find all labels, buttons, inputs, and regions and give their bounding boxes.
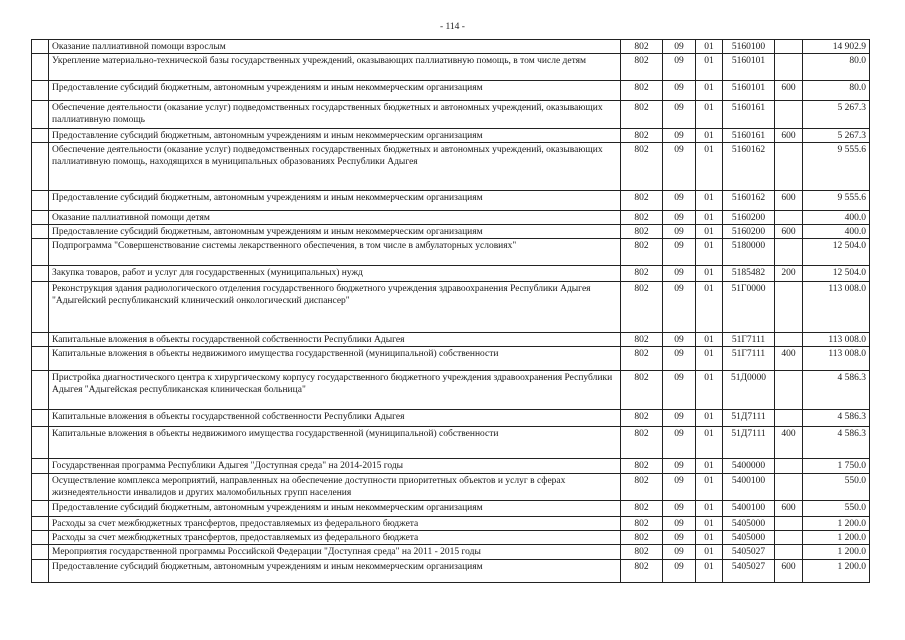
- expense-type-code: [775, 333, 803, 347]
- section-code: 09: [663, 347, 696, 371]
- subsection-code: 01: [696, 225, 723, 239]
- target-article-code: 5405027: [723, 560, 775, 583]
- row-name: Мероприятия государственной программы Российской Федерации "Доступная среда" на 2011 - 2015 годы: [49, 545, 621, 560]
- ministry-code: 802: [621, 40, 663, 54]
- target-article-code: 51Д0000: [723, 371, 775, 410]
- section-code: 09: [663, 54, 696, 81]
- row-number-cell: [32, 191, 49, 211]
- subsection-code: 01: [696, 81, 723, 101]
- table-row: [32, 531, 870, 545]
- target-article-code: 5160162: [723, 191, 775, 211]
- target-article-code: 5405027: [723, 545, 775, 560]
- subsection-code: 01: [696, 101, 723, 129]
- ministry-code: 802: [621, 143, 663, 191]
- subsection-code: 01: [696, 474, 723, 501]
- section-code: 09: [663, 143, 696, 191]
- section-code: 09: [663, 545, 696, 560]
- section-code: 09: [663, 531, 696, 545]
- ministry-code: 802: [621, 101, 663, 129]
- section-code: 09: [663, 266, 696, 282]
- subsection-code: 01: [696, 239, 723, 266]
- ministry-code: 802: [621, 129, 663, 143]
- row-amount: 4 586.3: [803, 427, 870, 459]
- subsection-code: 01: [696, 410, 723, 427]
- ministry-code: 802: [621, 517, 663, 531]
- row-number-cell: [32, 282, 49, 333]
- table-row: [32, 459, 870, 474]
- row-number-cell: [32, 501, 49, 517]
- row-amount: 113 008.0: [803, 347, 870, 371]
- subsection-code: 01: [696, 211, 723, 225]
- subsection-code: 01: [696, 371, 723, 410]
- table-row: [32, 239, 870, 266]
- row-amount: 400.0: [803, 225, 870, 239]
- row-number-cell: [32, 410, 49, 427]
- target-article-code: 5180000: [723, 239, 775, 266]
- expense-type-code: [775, 211, 803, 225]
- table-row: [32, 266, 870, 282]
- table-row: [32, 410, 870, 427]
- row-name: Государственная программа Республики Адыгея "Доступная среда" на 2014-2015 годы: [49, 459, 621, 474]
- expense-type-code: [775, 474, 803, 501]
- subsection-code: 01: [696, 545, 723, 560]
- page-number: - 114 -: [440, 22, 465, 32]
- subsection-code: 01: [696, 501, 723, 517]
- row-number-cell: [32, 54, 49, 81]
- target-article-code: 51Г7111: [723, 333, 775, 347]
- target-article-code: 5405000: [723, 531, 775, 545]
- ministry-code: 802: [621, 560, 663, 583]
- expense-type-code: [775, 545, 803, 560]
- table-row: [32, 129, 870, 143]
- row-name: Обеспечение деятельности (оказание услуг) подведомственных государственных бюджетных и автономных учреждений, оказывающих паллиативную помощь: [49, 101, 621, 129]
- subsection-code: 01: [696, 560, 723, 583]
- ministry-code: 802: [621, 347, 663, 371]
- section-code: 09: [663, 474, 696, 501]
- table-row: [32, 40, 870, 54]
- row-amount: 5 267.3: [803, 101, 870, 129]
- table-row: [32, 101, 870, 129]
- section-code: 09: [663, 371, 696, 410]
- target-article-code: 5160101: [723, 81, 775, 101]
- expense-type-code: [775, 531, 803, 545]
- ministry-code: 802: [621, 545, 663, 560]
- expense-type-code: [775, 282, 803, 333]
- row-amount: 1 200.0: [803, 531, 870, 545]
- row-number-cell: [32, 531, 49, 545]
- row-name: Капитальные вложения в объекты недвижимого имущества государственной (муниципальной) собственности: [49, 427, 621, 459]
- row-amount: 80.0: [803, 81, 870, 101]
- row-amount: 5 267.3: [803, 129, 870, 143]
- row-name: Капитальные вложения в объекты государственной собственности Республики Адыгея: [49, 410, 621, 427]
- row-name: Укрепление материально-технической базы государственных учреждений, оказывающих паллиативную помощь, в том числе детям: [49, 54, 621, 81]
- expense-type-code: [775, 517, 803, 531]
- ministry-code: 802: [621, 239, 663, 266]
- ministry-code: 802: [621, 531, 663, 545]
- row-name: Оказание паллиативной помощи взрослым: [49, 40, 621, 54]
- table-row: [32, 371, 870, 410]
- subsection-code: 01: [696, 347, 723, 371]
- row-number-cell: [32, 560, 49, 583]
- ministry-code: 802: [621, 54, 663, 81]
- ministry-code: 802: [621, 474, 663, 501]
- row-name: Предоставление субсидий бюджетным, автономным учреждениям и иным некоммерческим организациям: [49, 129, 621, 143]
- ministry-code: 802: [621, 191, 663, 211]
- target-article-code: 5405000: [723, 517, 775, 531]
- row-number-cell: [32, 347, 49, 371]
- row-amount: 14 902.9: [803, 40, 870, 54]
- target-article-code: 5160101: [723, 54, 775, 81]
- target-article-code: 5185482: [723, 266, 775, 282]
- table-row: [32, 81, 870, 101]
- target-article-code: 5400000: [723, 459, 775, 474]
- section-code: 09: [663, 129, 696, 143]
- section-code: 09: [663, 191, 696, 211]
- table-row: [32, 54, 870, 81]
- ministry-code: 802: [621, 410, 663, 427]
- row-name: Предоставление субсидий бюджетным, автономным учреждениям и иным некоммерческим организациям: [49, 560, 621, 583]
- expense-type-code: 600: [775, 191, 803, 211]
- table-row: [32, 501, 870, 517]
- expense-type-code: 400: [775, 347, 803, 371]
- row-amount: 1 750.0: [803, 459, 870, 474]
- expense-type-code: [775, 239, 803, 266]
- budget-table: [31, 39, 870, 583]
- row-number-cell: [32, 427, 49, 459]
- row-number-cell: [32, 333, 49, 347]
- target-article-code: 5160161: [723, 101, 775, 129]
- row-name: Оказание паллиативной помощи детям: [49, 211, 621, 225]
- section-code: 09: [663, 81, 696, 101]
- expense-type-code: 600: [775, 560, 803, 583]
- section-code: 09: [663, 333, 696, 347]
- section-code: 09: [663, 501, 696, 517]
- table-row: [32, 427, 870, 459]
- row-amount: 12 504.0: [803, 239, 870, 266]
- row-amount: 400.0: [803, 211, 870, 225]
- expense-type-code: 200: [775, 266, 803, 282]
- subsection-code: 01: [696, 143, 723, 191]
- row-name: Закупка товаров, работ и услуг для государственных (муниципальных) нужд: [49, 266, 621, 282]
- target-article-code: 5160161: [723, 129, 775, 143]
- target-article-code: 5160200: [723, 225, 775, 239]
- row-number-cell: [32, 545, 49, 560]
- subsection-code: 01: [696, 333, 723, 347]
- row-amount: 4 586.3: [803, 410, 870, 427]
- section-code: 09: [663, 517, 696, 531]
- expense-type-code: 600: [775, 501, 803, 517]
- section-code: 09: [663, 282, 696, 333]
- ministry-code: 802: [621, 225, 663, 239]
- row-name: Предоставление субсидий бюджетным, автономным учреждениям и иным некоммерческим организациям: [49, 501, 621, 517]
- row-name: Капитальные вложения в объекты недвижимого имущества государственной (муниципальной) собственности: [49, 347, 621, 371]
- section-code: 09: [663, 40, 696, 54]
- subsection-code: 01: [696, 191, 723, 211]
- ministry-code: 802: [621, 371, 663, 410]
- expense-type-code: [775, 143, 803, 191]
- target-article-code: 51Г0000: [723, 282, 775, 333]
- subsection-code: 01: [696, 40, 723, 54]
- row-name: Подпрограмма "Совершенствование системы лекарственного обеспечения, в том числе в амбулаторных условиях": [49, 239, 621, 266]
- row-name: Капитальные вложения в объекты государственной собственности Республики Адыгея: [49, 333, 621, 347]
- table-row: [32, 333, 870, 347]
- ministry-code: 802: [621, 333, 663, 347]
- row-name: Осуществление комплекса мероприятий, направленных на обеспечение доступности приоритетных объектов и услуг в сферах жизнедеятельности инвалидов и других маломобильных групп населения: [49, 474, 621, 501]
- section-code: 09: [663, 239, 696, 266]
- expense-type-code: [775, 371, 803, 410]
- row-name: Предоставление субсидий бюджетным, автономным учреждениям и иным некоммерческим организациям: [49, 191, 621, 211]
- row-amount: 1 200.0: [803, 560, 870, 583]
- table-row: [32, 282, 870, 333]
- row-number-cell: [32, 474, 49, 501]
- row-name: Расходы за счет межбюджетных трансфертов, предоставляемых из федерального бюджета: [49, 517, 621, 531]
- row-amount: 80.0: [803, 54, 870, 81]
- row-name: Реконструкция здания радиологического отделения государственного бюджетного учреждения здравоохранения Республики Адыгея "Адыгейский республиканский клинический онкологический диспансер": [49, 282, 621, 333]
- row-name: Предоставление субсидий бюджетным, автономным учреждениям и иным некоммерческим организациям: [49, 81, 621, 101]
- row-name: Пристройка диагностического центра к хирургическому корпусу государственного бюджетного учреждения здравоохранения Республики Адыгея "Адыгейская республиканская клиническая больница": [49, 371, 621, 410]
- table-row: [32, 474, 870, 501]
- row-number-cell: [32, 40, 49, 54]
- row-name: Предоставление субсидий бюджетным, автономным учреждениям и иным некоммерческим организациям: [49, 225, 621, 239]
- subsection-code: 01: [696, 459, 723, 474]
- expense-type-code: 600: [775, 129, 803, 143]
- expense-type-code: [775, 459, 803, 474]
- row-amount: 113 008.0: [803, 333, 870, 347]
- row-amount: 9 555.6: [803, 143, 870, 191]
- ministry-code: 802: [621, 459, 663, 474]
- expense-type-code: 600: [775, 225, 803, 239]
- subsection-code: 01: [696, 129, 723, 143]
- row-name: Расходы за счет межбюджетных трансфертов, предоставляемых из федерального бюджета: [49, 531, 621, 545]
- row-number-cell: [32, 517, 49, 531]
- row-amount: 12 504.0: [803, 266, 870, 282]
- target-article-code: 51Г7111: [723, 347, 775, 371]
- ministry-code: 802: [621, 266, 663, 282]
- section-code: 09: [663, 211, 696, 225]
- target-article-code: 51Д7111: [723, 410, 775, 427]
- subsection-code: 01: [696, 531, 723, 545]
- row-amount: 4 586.3: [803, 371, 870, 410]
- row-name: Обеспечение деятельности (оказание услуг) подведомственных государственных бюджетных и автономных учреждений, оказывающих паллиативную помощь, находящихся в муниципальных образованиях Республики Адыгея: [49, 143, 621, 191]
- row-number-cell: [32, 211, 49, 225]
- expense-type-code: [775, 54, 803, 81]
- table-row: [32, 347, 870, 371]
- ministry-code: 802: [621, 282, 663, 333]
- expense-type-code: 600: [775, 81, 803, 101]
- target-article-code: 5400100: [723, 501, 775, 517]
- table-row: [32, 560, 870, 583]
- section-code: 09: [663, 225, 696, 239]
- table-row: [32, 545, 870, 560]
- expense-type-code: [775, 410, 803, 427]
- target-article-code: 5160100: [723, 40, 775, 54]
- section-code: 09: [663, 459, 696, 474]
- ministry-code: 802: [621, 211, 663, 225]
- row-amount: 1 200.0: [803, 545, 870, 560]
- target-article-code: 5160162: [723, 143, 775, 191]
- section-code: 09: [663, 427, 696, 459]
- target-article-code: 5400100: [723, 474, 775, 501]
- row-amount: 9 555.6: [803, 191, 870, 211]
- ministry-code: 802: [621, 501, 663, 517]
- row-number-cell: [32, 239, 49, 266]
- target-article-code: 51Д7111: [723, 427, 775, 459]
- row-number-cell: [32, 266, 49, 282]
- row-amount: 1 200.0: [803, 517, 870, 531]
- table-row: [32, 517, 870, 531]
- row-number-cell: [32, 81, 49, 101]
- target-article-code: 5160200: [723, 211, 775, 225]
- table-row: [32, 191, 870, 211]
- row-number-cell: [32, 371, 49, 410]
- table-row: [32, 143, 870, 191]
- row-amount: 550.0: [803, 474, 870, 501]
- subsection-code: 01: [696, 282, 723, 333]
- expense-type-code: [775, 40, 803, 54]
- section-code: 09: [663, 560, 696, 583]
- ministry-code: 802: [621, 427, 663, 459]
- subsection-code: 01: [696, 427, 723, 459]
- row-amount: 550.0: [803, 501, 870, 517]
- row-number-cell: [32, 101, 49, 129]
- row-number-cell: [32, 225, 49, 239]
- row-amount: 113 008.0: [803, 282, 870, 333]
- expense-type-code: 400: [775, 427, 803, 459]
- row-number-cell: [32, 143, 49, 191]
- table-row: [32, 211, 870, 225]
- section-code: 09: [663, 410, 696, 427]
- section-code: 09: [663, 101, 696, 129]
- subsection-code: 01: [696, 266, 723, 282]
- subsection-code: 01: [696, 517, 723, 531]
- table-row: [32, 225, 870, 239]
- row-number-cell: [32, 129, 49, 143]
- expense-type-code: [775, 101, 803, 129]
- ministry-code: 802: [621, 81, 663, 101]
- row-number-cell: [32, 459, 49, 474]
- subsection-code: 01: [696, 54, 723, 81]
